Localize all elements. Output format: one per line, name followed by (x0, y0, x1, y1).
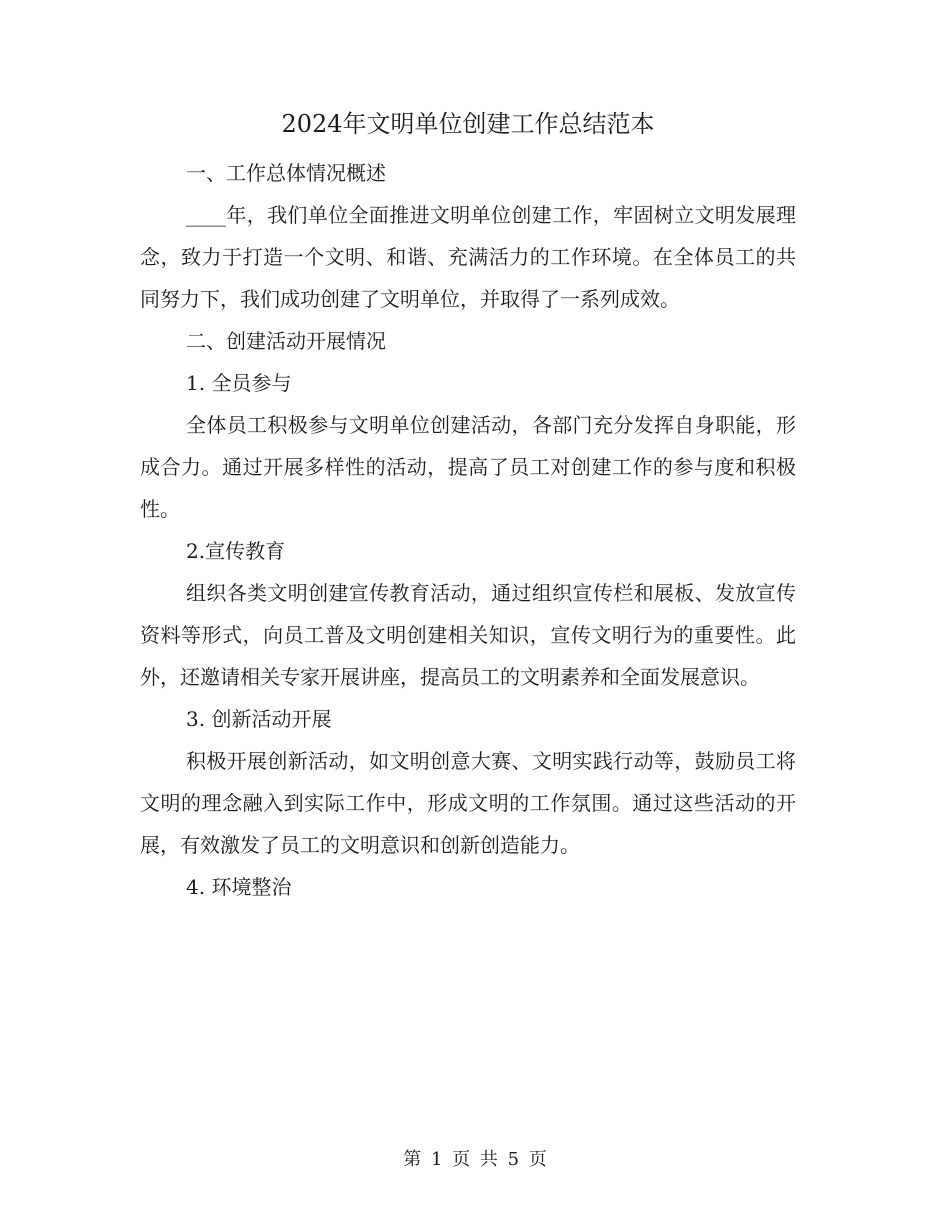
document-body (140, 104, 796, 908)
paragraph-overview: ____年，我们单位全面推进文明单位创建工作，牢固树立文明发展理念，致力于打造一个文明、和谐、充满活力的工作环境。在全体员工的共同努力下，我们成功创建了文明单位，并取得了一系列成效。 (140, 203, 796, 311)
page-number-footer: 第 1 页 共 5 页 (403, 1149, 547, 1170)
section-heading-activities: 二、创建活动开展情况 (186, 329, 386, 353)
subheading-environment: 4. 环境整治 (186, 875, 292, 899)
subheading-participation: 1. 全员参与 (186, 371, 292, 395)
paragraph-participation: 全体员工积极参与文明单位创建活动，各部门充分发挥自身职能，形成合力。通过开展多样性的活动，提高了员工对创建工作的参与度和积极性。 (140, 413, 796, 521)
subheading-publicity: 2.宣传教育 (186, 539, 286, 563)
subheading-innovation: 3. 创新活动开展 (186, 707, 332, 731)
section-heading-overview: 一、工作总体情况概述 (186, 161, 386, 185)
document-title: 2024年文明单位创建工作总结范本 (281, 110, 655, 138)
paragraph-publicity: 组织各类文明创建宣传教育活动，通过组织宣传栏和展板、发放宣传资料等形式，向员工普及文明创建相关知识，宣传文明行为的重要性。此外，还邀请相关专家开展讲座，提高员工的文明素养和全面发展意识。 (140, 581, 796, 689)
paragraph-innovation: 积极开展创新活动，如文明创意大赛、文明实践行动等，鼓励员工将文明的理念融入到实际工作中，形成文明的工作氛围。通过这些活动的开展，有效激发了员工的文明意识和创新创造能力。 (140, 749, 796, 857)
